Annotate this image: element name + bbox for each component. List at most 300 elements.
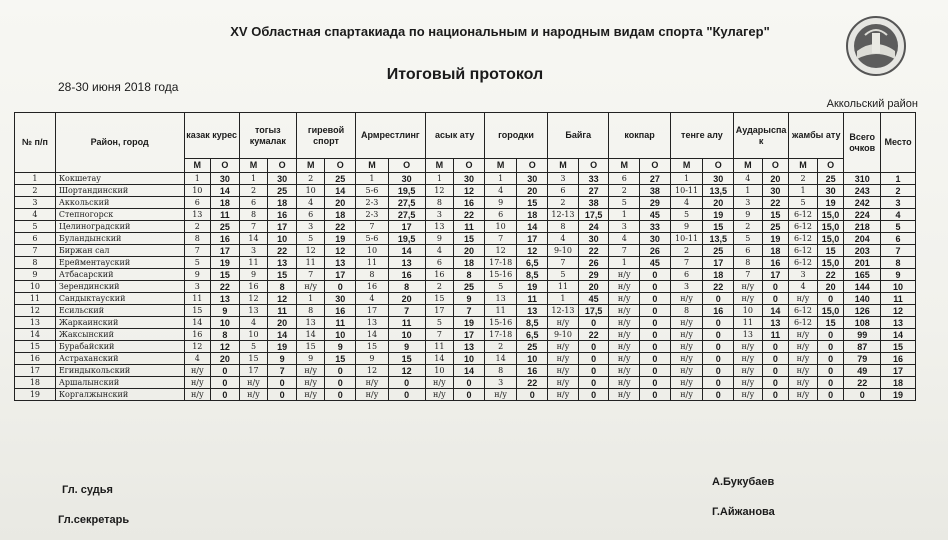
cell-place: 7	[609, 245, 640, 257]
cell-points: 15,0	[817, 257, 844, 269]
cell-place: н/у	[548, 341, 579, 353]
cell-points: 25	[703, 245, 734, 257]
cell-points: 16	[325, 305, 356, 317]
cell-points: 26	[578, 257, 609, 269]
cell-points: 18	[454, 257, 485, 269]
district-name: Целиноградский	[55, 221, 184, 233]
cell-place: 2	[296, 173, 325, 185]
row-number: 1	[15, 173, 56, 185]
header-sport: казак курес	[184, 113, 239, 159]
cell-place: 14	[184, 317, 211, 329]
cell-points: 9	[211, 305, 240, 317]
row-number: 12	[15, 305, 56, 317]
cell-place: н/у	[296, 389, 325, 401]
cell-place: 12	[425, 185, 454, 197]
table-row	[15, 317, 916, 329]
cell-place: 14	[356, 329, 389, 341]
cell-points: 0	[703, 353, 734, 365]
cell-points: 10	[325, 329, 356, 341]
cell-place: 17-18	[484, 257, 517, 269]
cell-points: 6,5	[517, 329, 548, 341]
district-name: Жаксынский	[55, 329, 184, 341]
cell-points: 9	[454, 293, 485, 305]
cell-place: 6	[296, 209, 325, 221]
cell-place: 5	[239, 341, 268, 353]
cell-points: 10	[268, 233, 297, 245]
cell-points: 13,5	[703, 233, 734, 245]
cell-points: 6,5	[517, 257, 548, 269]
cell-points: 0	[817, 329, 844, 341]
cell-points: 10	[454, 353, 485, 365]
cell-points: 25	[211, 221, 240, 233]
cell-points: 12	[388, 365, 425, 377]
final-place: 2	[881, 185, 916, 197]
cell-points: 18	[762, 245, 789, 257]
total-points: 99	[844, 329, 881, 341]
cell-points: 0	[762, 389, 789, 401]
cell-points: 45	[640, 257, 671, 269]
cell-points: 15	[703, 221, 734, 233]
cell-place: н/у	[609, 353, 640, 365]
cell-points: 0	[762, 377, 789, 389]
cell-place: 12	[356, 365, 389, 377]
cell-points: 30	[817, 185, 844, 197]
district-name: Есильский	[55, 305, 184, 317]
cell-points: 0	[703, 377, 734, 389]
cell-points: 14	[454, 365, 485, 377]
final-place: 11	[881, 293, 916, 305]
cell-place: н/у	[548, 389, 579, 401]
cell-points: 0	[517, 389, 548, 401]
cell-points: 10	[211, 317, 240, 329]
cell-points: 0	[578, 353, 609, 365]
header-sub-points: О	[388, 159, 425, 173]
cell-place: 7	[356, 221, 389, 233]
district-name: Сандыктауский	[55, 293, 184, 305]
cell-points: 15,0	[817, 209, 844, 221]
cell-place: 2	[184, 221, 211, 233]
cell-place: 15	[184, 305, 211, 317]
cell-place: 1	[239, 173, 268, 185]
cell-place: 11	[296, 257, 325, 269]
cell-points: 0	[817, 389, 844, 401]
cell-points: 29	[640, 197, 671, 209]
cell-place: 5	[296, 233, 325, 245]
cell-place: 10	[184, 185, 211, 197]
cell-points: 11	[268, 305, 297, 317]
cell-place: 6-12	[789, 209, 818, 221]
cell-points: 16	[268, 209, 297, 221]
total-points: 201	[844, 257, 881, 269]
cell-points: 25	[454, 281, 485, 293]
cell-points: 19,5	[388, 233, 425, 245]
header-sub-place: М	[789, 159, 818, 173]
cell-points: 0	[211, 365, 240, 377]
cell-place: 9	[734, 209, 763, 221]
cell-points: 13	[388, 257, 425, 269]
cell-points: 22	[762, 197, 789, 209]
cell-points: 0	[703, 317, 734, 329]
total-points: 224	[844, 209, 881, 221]
cell-points: 10	[517, 353, 548, 365]
cell-place: 7	[425, 329, 454, 341]
cell-place: 12	[184, 341, 211, 353]
header-sub-points: О	[762, 159, 789, 173]
cell-points: 0	[268, 389, 297, 401]
cell-place: н/у	[609, 293, 640, 305]
cell-points: 25	[762, 221, 789, 233]
cell-points: 13	[325, 257, 356, 269]
cell-points: 30	[517, 173, 548, 185]
cell-place: 5	[425, 317, 454, 329]
chief-secretary-label: Гл.секретарь	[58, 514, 130, 526]
cell-place: 14	[239, 233, 268, 245]
cell-points: 9	[388, 341, 425, 353]
cell-place: 4	[356, 293, 389, 305]
total-points: 79	[844, 353, 881, 365]
cell-place: 13	[484, 293, 517, 305]
cell-place: 1	[296, 293, 325, 305]
cell-place: 8	[184, 233, 211, 245]
cell-place: 3	[484, 377, 517, 389]
cell-place: 7	[184, 245, 211, 257]
header-sub-points: О	[268, 159, 297, 173]
cell-points: 13	[454, 341, 485, 353]
row-number: 4	[15, 209, 56, 221]
cell-points: 0	[640, 269, 671, 281]
header-sub-points: О	[211, 159, 240, 173]
district-name: Зерендинский	[55, 281, 184, 293]
final-place: 4	[881, 209, 916, 221]
cell-place: 5-6	[356, 185, 389, 197]
cell-place: 12	[239, 293, 268, 305]
chief-judge-name: А.Букубаев	[712, 476, 775, 488]
cell-place: н/у	[609, 341, 640, 353]
district-name: Кокшетау	[55, 173, 184, 185]
header-sport: городки	[484, 113, 547, 159]
cell-points: 11	[762, 329, 789, 341]
cell-place: 4	[484, 185, 517, 197]
cell-place: 11	[356, 257, 389, 269]
cell-place: н/у	[670, 329, 703, 341]
cell-place: 13	[734, 329, 763, 341]
cell-points: 30	[325, 293, 356, 305]
cell-points: 0	[578, 389, 609, 401]
cell-place: 9	[670, 221, 703, 233]
cell-points: 13	[762, 317, 789, 329]
table-row	[15, 365, 916, 377]
cell-place: 13	[425, 221, 454, 233]
cell-place: 15-16	[484, 269, 517, 281]
cell-points: 30	[211, 173, 240, 185]
header-sub-points: О	[325, 159, 356, 173]
cell-place: н/у	[609, 329, 640, 341]
cell-points: 38	[578, 197, 609, 209]
cell-place: 11	[239, 257, 268, 269]
cell-place: 9	[239, 269, 268, 281]
cell-points: 15	[211, 269, 240, 281]
cell-points: 0	[268, 377, 297, 389]
table-row	[15, 257, 916, 269]
cell-place: 10	[296, 185, 325, 197]
cell-place: 16	[184, 329, 211, 341]
cell-points: 20	[703, 197, 734, 209]
header-sub-points: О	[454, 159, 485, 173]
cell-points: 18	[703, 269, 734, 281]
total-points: 242	[844, 197, 881, 209]
cell-place: н/у	[609, 281, 640, 293]
row-number: 6	[15, 233, 56, 245]
cell-place: 11	[734, 317, 763, 329]
cell-points: 15,0	[817, 305, 844, 317]
cell-points: 17	[388, 221, 425, 233]
cell-place: 7	[548, 257, 579, 269]
cell-place: 10	[356, 245, 389, 257]
cell-points: 0	[578, 341, 609, 353]
cell-points: 30	[703, 173, 734, 185]
cell-place: н/у	[425, 389, 454, 401]
cell-place: н/у	[356, 377, 389, 389]
cell-place: 15	[239, 353, 268, 365]
cell-place: 15	[296, 341, 325, 353]
cell-place: 14	[484, 353, 517, 365]
cell-points: 22	[578, 245, 609, 257]
cell-points: 22	[325, 221, 356, 233]
cell-points: 0	[817, 341, 844, 353]
table-row	[15, 245, 916, 257]
cell-place: 3	[734, 197, 763, 209]
cell-points: 33	[640, 221, 671, 233]
cell-points: 17	[268, 221, 297, 233]
cell-place: 15-16	[484, 317, 517, 329]
row-number: 2	[15, 185, 56, 197]
cell-points: 11	[325, 317, 356, 329]
cell-points: 27	[578, 185, 609, 197]
cell-points: 18	[325, 209, 356, 221]
total-points: 87	[844, 341, 881, 353]
cell-points: 0	[817, 293, 844, 305]
header-sport: кокпар	[609, 113, 670, 159]
header-district: Район, город	[55, 113, 184, 173]
cell-place: 1	[356, 173, 389, 185]
cell-place: 14	[296, 329, 325, 341]
cell-place: н/у	[789, 341, 818, 353]
header-number: № п/п	[15, 113, 56, 173]
row-number: 11	[15, 293, 56, 305]
cell-points: 25	[325, 173, 356, 185]
cell-points: 0	[640, 341, 671, 353]
cell-points: 30	[268, 173, 297, 185]
cell-place: 3	[670, 281, 703, 293]
cell-place: 3	[789, 269, 818, 281]
total-points: 165	[844, 269, 881, 281]
cell-points: 22	[703, 281, 734, 293]
cell-points: 25	[268, 185, 297, 197]
total-points: 126	[844, 305, 881, 317]
cell-place: 1	[789, 185, 818, 197]
cell-points: 12	[211, 341, 240, 353]
cell-place: 6-12	[789, 221, 818, 233]
header-sub-place: М	[239, 159, 268, 173]
cell-place: 6-12	[789, 257, 818, 269]
table-row	[15, 281, 916, 293]
row-number: 3	[15, 197, 56, 209]
cell-place: н/у	[670, 293, 703, 305]
cell-place: 6-12	[789, 245, 818, 257]
cell-place: 4	[734, 173, 763, 185]
header-sub-place: М	[670, 159, 703, 173]
cell-points: 16	[762, 257, 789, 269]
district-name: Буландынский	[55, 233, 184, 245]
cell-points: 22	[517, 377, 548, 389]
final-place: 18	[881, 377, 916, 389]
cell-points: 19	[325, 233, 356, 245]
header-sub-place: М	[425, 159, 454, 173]
cell-place: 11	[184, 293, 211, 305]
cell-points: 17	[325, 269, 356, 281]
header-sport: асык ату	[425, 113, 484, 159]
cell-points: 22	[817, 269, 844, 281]
cell-points: 0	[703, 293, 734, 305]
cell-place: 6	[670, 269, 703, 281]
cell-points: 0	[454, 377, 485, 389]
cell-place: 8	[239, 209, 268, 221]
cell-place: 16	[239, 281, 268, 293]
total-points: 218	[844, 221, 881, 233]
cell-place: н/у	[789, 377, 818, 389]
cell-place: 15	[356, 341, 389, 353]
district-name: Егиндыкольский	[55, 365, 184, 377]
cell-place: н/у	[296, 377, 325, 389]
cell-place: 7	[734, 269, 763, 281]
cell-place: 7	[670, 257, 703, 269]
cell-points: 22	[268, 245, 297, 257]
cell-place: 6	[734, 245, 763, 257]
header-sub-points: О	[578, 159, 609, 173]
cell-place: 12	[484, 245, 517, 257]
district-name: Шортандинский	[55, 185, 184, 197]
row-number: 14	[15, 329, 56, 341]
cell-place: н/у	[548, 365, 579, 377]
cell-place: 6-12	[789, 305, 818, 317]
cell-points: 14	[388, 245, 425, 257]
row-number: 5	[15, 221, 56, 233]
cell-place: 5	[670, 209, 703, 221]
cell-points: 30	[640, 233, 671, 245]
cell-place: н/у	[184, 389, 211, 401]
final-place: 15	[881, 341, 916, 353]
cell-points: 20	[817, 281, 844, 293]
cell-points: 26	[640, 245, 671, 257]
document-title: XV Областная спартакиада по национальным и народным видам спорта "Кулагер"	[230, 24, 770, 39]
cell-place: н/у	[609, 305, 640, 317]
cell-place: н/у	[734, 365, 763, 377]
total-points: 22	[844, 377, 881, 389]
cell-place: 2-3	[356, 197, 389, 209]
cell-place: н/у	[734, 389, 763, 401]
cell-points: 45	[578, 293, 609, 305]
cell-points: 25	[817, 173, 844, 185]
cell-place: 8	[548, 221, 579, 233]
cell-points: 33	[578, 173, 609, 185]
cell-place: 14	[425, 353, 454, 365]
cell-place: 10-11	[670, 185, 703, 197]
cell-points: 16	[454, 197, 485, 209]
header-sub-points: О	[703, 159, 734, 173]
cell-place: 11	[548, 281, 579, 293]
cell-points: 13,5	[703, 185, 734, 197]
cell-place: 1	[670, 173, 703, 185]
cell-place: 12-13	[548, 209, 579, 221]
cell-place: н/у	[789, 389, 818, 401]
header-sub-points: О	[817, 159, 844, 173]
cell-points: 20	[517, 185, 548, 197]
district-name: Коргалжынский	[55, 389, 184, 401]
header-sub-place: М	[184, 159, 211, 173]
cell-points: 27,5	[388, 209, 425, 221]
table-row	[15, 221, 916, 233]
cell-points: 13	[517, 305, 548, 317]
cell-place: 8	[670, 305, 703, 317]
cell-place: 5-6	[356, 233, 389, 245]
cell-place: 4	[789, 281, 818, 293]
cell-place: н/у	[789, 353, 818, 365]
cell-points: 30	[762, 185, 789, 197]
cell-points: 19,5	[388, 185, 425, 197]
cell-place: н/у	[734, 341, 763, 353]
cell-place: 5	[734, 233, 763, 245]
cell-points: 17,5	[578, 305, 609, 317]
district-name: Бурабайский	[55, 341, 184, 353]
cell-points: 20	[454, 245, 485, 257]
cell-points: 19	[703, 209, 734, 221]
cell-place: 6-12	[789, 317, 818, 329]
total-points: 0	[844, 389, 881, 401]
cell-points: 7	[388, 305, 425, 317]
cell-place: 4	[296, 197, 325, 209]
cell-points: 0	[703, 365, 734, 377]
cell-points: 20	[211, 353, 240, 365]
cell-points: 25	[517, 341, 548, 353]
cell-points: 18	[517, 209, 548, 221]
cell-points: 0	[578, 365, 609, 377]
cell-place: 3	[425, 209, 454, 221]
cell-place: н/у	[670, 377, 703, 389]
cell-place: 1	[425, 173, 454, 185]
final-place: 3	[881, 197, 916, 209]
cell-points: 11	[388, 317, 425, 329]
final-place: 10	[881, 281, 916, 293]
chief-secretary-name: Г.Айжанова	[712, 506, 775, 518]
cell-place: н/у	[734, 353, 763, 365]
table-row	[15, 377, 916, 389]
cell-place: 17-18	[484, 329, 517, 341]
cell-place: 13	[184, 209, 211, 221]
results-table	[14, 112, 916, 401]
cell-place: н/у	[356, 389, 389, 401]
cell-place: н/у	[789, 365, 818, 377]
total-points: 140	[844, 293, 881, 305]
cell-place: 2	[734, 221, 763, 233]
final-place: 5	[881, 221, 916, 233]
event-dates: 28-30 июня 2018 года	[58, 80, 179, 94]
cell-points: 8,5	[517, 269, 548, 281]
cell-points: 18	[211, 197, 240, 209]
total-points: 144	[844, 281, 881, 293]
cell-place: н/у	[734, 377, 763, 389]
cell-place: 12	[296, 245, 325, 257]
cell-place: н/у	[184, 365, 211, 377]
